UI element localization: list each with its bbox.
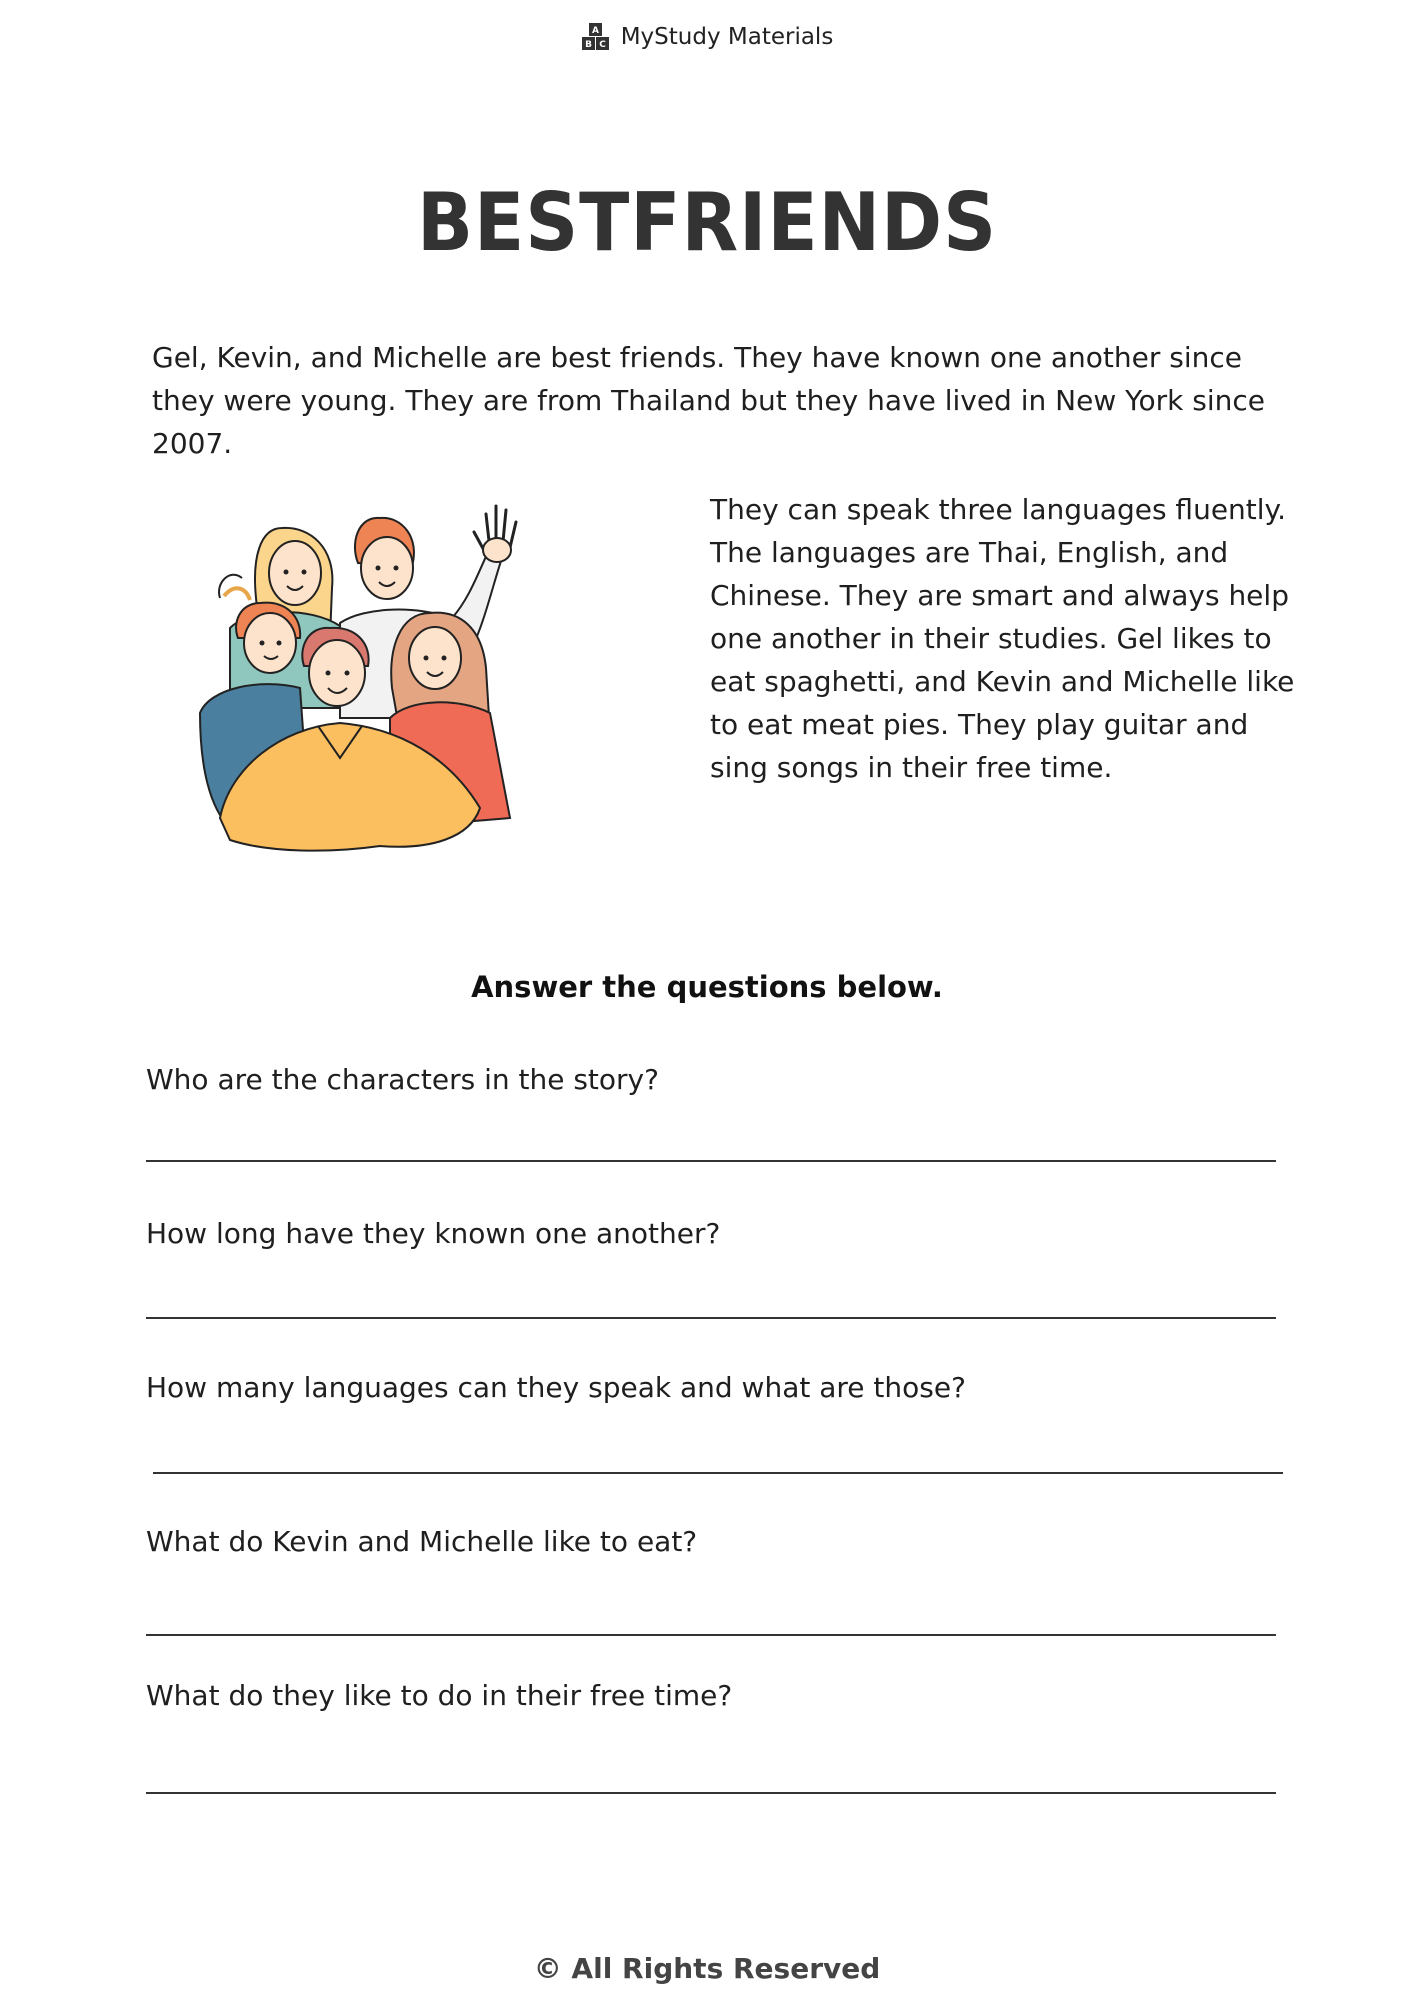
answer-line-5[interactable] [146, 1792, 1276, 1794]
answer-line-4[interactable] [146, 1634, 1276, 1636]
group-of-friends-illustration [190, 488, 580, 858]
page-title: BESTFRIENDS [416, 176, 998, 269]
instruction-heading: Answer the questions below. [471, 970, 943, 1004]
answer-line-3[interactable] [153, 1472, 1283, 1474]
details-paragraph: They can speak three languages fluently. The languages are Thai, English, and Chinese. They are smart and always help one another in their studies. Gel likes to eat spaghetti, and Kevin and Michelle like to eat meat pies. They play guitar and sing songs in their free time. [710, 493, 1295, 784]
question-4: What do Kevin and Michelle like to eat? [146, 1525, 698, 1558]
brand [581, 22, 834, 52]
svg-text:C: C [598, 40, 606, 50]
answer-line-2[interactable] [146, 1317, 1276, 1319]
page-header [0, 22, 1414, 56]
brand-name: MyStudy Materials [620, 24, 834, 50]
question-2: How long have they known one another? [146, 1217, 721, 1250]
question-1: Who are the characters in the story? [146, 1063, 659, 1096]
answer-line-1[interactable] [146, 1160, 1276, 1162]
question-3: How many languages can they speak and what are those? [146, 1371, 966, 1404]
intro-paragraph: Gel, Kevin, and Michelle are best friends. They have known one another since they were young. They are from Thailand but they have lived in New York since 2007. [152, 341, 1265, 460]
abc-blocks-icon [581, 22, 611, 52]
question-5: What do they like to do in their free time? [146, 1679, 733, 1712]
svg-text:A: A [591, 26, 599, 36]
footer-copyright: © All Rights Reserved [533, 1952, 881, 1985]
svg-text:B: B [584, 40, 592, 50]
